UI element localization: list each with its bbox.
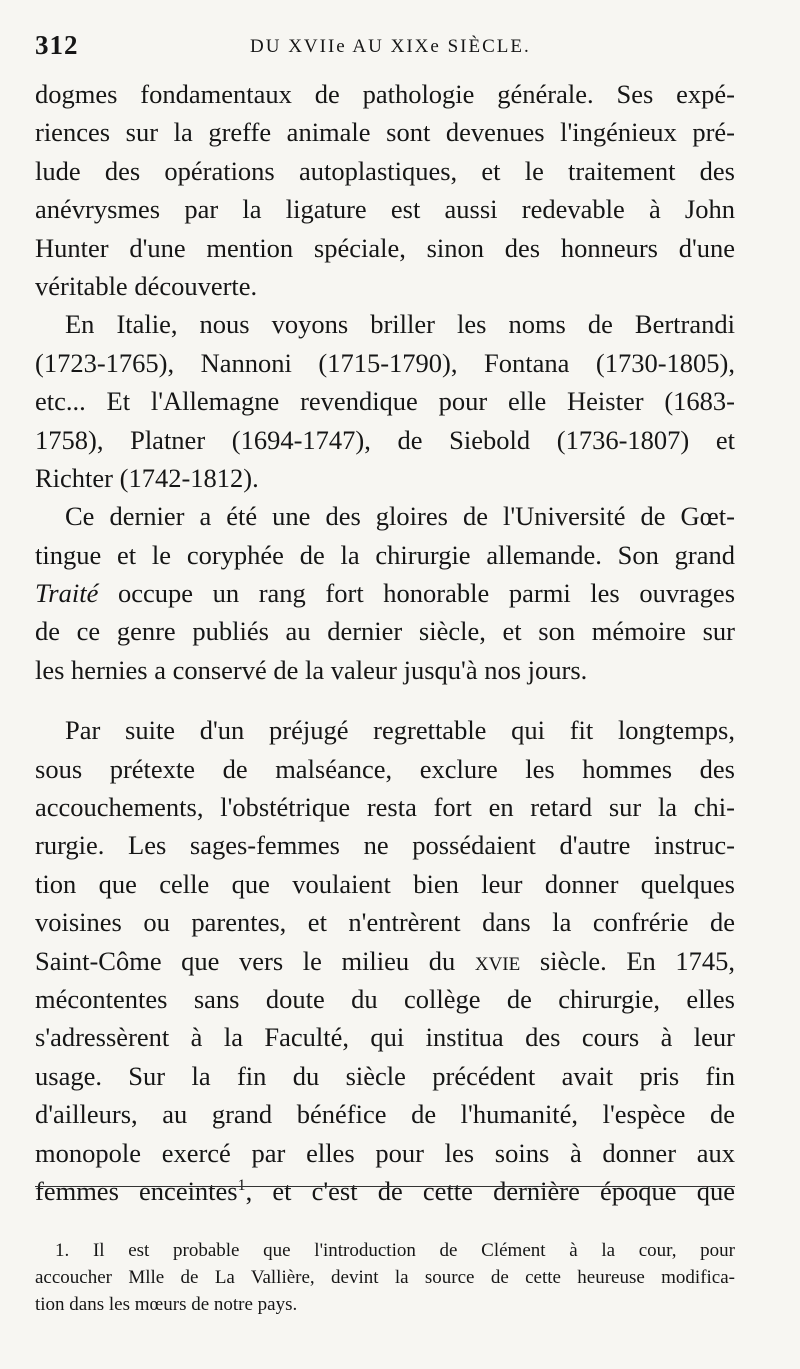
footnote-line: tion dans les mœurs de notre pays.: [35, 1294, 298, 1315]
page-header: [35, 30, 735, 70]
text-line: tingue et le coryphée de la chirurgie allemande. Son grand: [35, 539, 735, 570]
italic-word: Traité: [35, 578, 99, 609]
text-line: En Italie, nous voyons briller les noms de Bertrandi: [65, 309, 735, 340]
paragraph: [35, 711, 735, 1210]
paragraph-gap: [35, 689, 735, 711]
running-head: DU XVIIe AU XIXe SIÈCLE.: [250, 36, 531, 57]
paragraph: [35, 305, 735, 497]
footnote-line: accoucher Mlle de La Vallière, devint la source de cette heureuse modifica-: [35, 1267, 735, 1288]
text-line: [35, 1172, 735, 1210]
text-line: [35, 942, 735, 980]
footnotes: [35, 1237, 735, 1318]
text-line: Richter (1742-1812).: [35, 462, 259, 493]
century-numeral: xvie: [474, 945, 521, 976]
text-line: d'ailleurs, au grand bénéfice de l'humanité, l'espèce de: [35, 1099, 735, 1130]
text-line: sous prétexte de malséance, exclure les hommes des: [35, 753, 735, 784]
text-line: monopole exercé par elles pour les soins à donner aux: [35, 1137, 735, 1168]
footnote-line: [35, 1237, 735, 1264]
paragraph: [35, 75, 735, 305]
text-line: véritable découverte.: [35, 270, 258, 301]
text-line: usage. Sur la fin du siècle précédent avait pris fin: [35, 1060, 735, 1091]
text-line: de ce genre publiés au dernier siècle, et son mémoire sur: [35, 616, 735, 647]
text-span: Saint-Côme que vers le milieu du: [35, 945, 456, 976]
text-line: etc... Et l'Allemagne revendique pour elle Heister (1683-: [35, 386, 735, 417]
text-line: (1723-1765), Nannoni (1715-1790), Fontana (1730-1805),: [35, 347, 735, 378]
text-span: occupe un rang fort honorable parmi les ouvrages: [117, 578, 736, 609]
text-line: Hunter d'une mention spéciale, sinon des honneurs d'une: [35, 232, 735, 263]
text-line: mécontentes sans doute du collège de chirurgie, elles: [35, 983, 735, 1014]
body-text: [35, 75, 735, 1210]
text-line: [35, 574, 735, 612]
text-line: accouchements, l'obstétrique resta fort en retard sur la chi-: [35, 792, 735, 823]
text-line: lude des opérations autoplastiques, et le traitement des: [35, 155, 735, 186]
text-span: Il est probable que l'introduction de Clément à la cour, pour: [92, 1240, 735, 1261]
footnote-reference[interactable]: 1: [237, 1177, 246, 1195]
text-span: femmes enceintes: [35, 1175, 238, 1206]
text-line: dogmes fondamentaux de pathologie générale. Ses expé-: [35, 79, 735, 109]
footnote-divider: [35, 1186, 735, 1187]
text-line: riences sur la greffe animale sont devenues l'ingénieux pré-: [35, 117, 735, 148]
paragraph: [35, 497, 735, 689]
text-line: 1758), Platner (1694-1747), de Siebold (1736-1807) et: [35, 424, 735, 455]
text-line: rurgie. Les sages-femmes ne possédaient d'autre instruc-: [35, 830, 735, 861]
page-number: 312: [35, 30, 79, 60]
text-line: voisines ou parentes, et n'entrèrent dans la confrérie de: [35, 907, 735, 938]
text-line: anévrysmes par la ligature est aussi redevable à John: [35, 194, 735, 225]
text-span: , et c'est de cette dernière époque que: [245, 1175, 735, 1206]
text-line: Ce dernier a été une des gloires de l'Université de Gœt-: [65, 501, 735, 532]
text-line: s'adressèrent à la Faculté, qui institua des cours à leur: [35, 1022, 735, 1053]
footnote-number: 1.: [55, 1240, 70, 1261]
text-span: siècle. En 1745,: [539, 945, 736, 976]
text-line: tion que celle que voulaient bien leur donner quelques: [35, 868, 735, 899]
text-line: les hernies a conservé de la valeur jusqu'à nos jours.: [35, 654, 588, 685]
text-line: Par suite d'un préjugé regrettable qui fit longtemps,: [65, 715, 735, 746]
